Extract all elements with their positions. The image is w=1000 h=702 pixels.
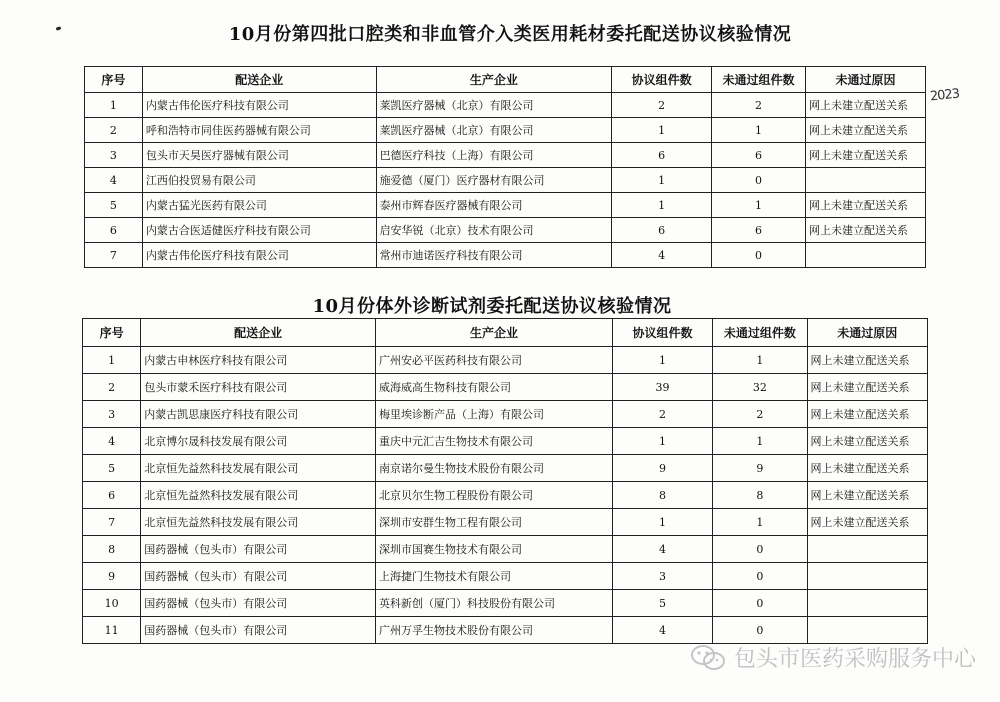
agreement-count: 4 (612, 243, 712, 268)
table-row (85, 118, 926, 143)
failed-count: 2 (712, 93, 806, 118)
row-index: 2 (85, 118, 143, 143)
row-index: 4 (85, 168, 143, 193)
agreement-count: 3 (612, 563, 712, 590)
manufacturer-name: 深圳市国赛生物技术有限公司 (376, 536, 613, 563)
table-row (85, 243, 926, 268)
table-row (85, 193, 926, 218)
manufacturer-name: 英科新创（厦门）科技股份有限公司 (376, 590, 613, 617)
header-agreement-count: 协议组件数 (612, 319, 712, 347)
distributor-name: 国药器械（包头市）有限公司 (141, 617, 376, 644)
fail-reason: 网上未建立配送关系 (807, 428, 927, 455)
table-row (83, 401, 928, 428)
agreement-count: 4 (612, 617, 712, 644)
header-distributor: 配送企业 (141, 319, 376, 347)
distributor-name: 北京恒先益然科技发展有限公司 (141, 455, 376, 482)
table1-title: 10月份第四批口腔类和非血管介入类医用耗材委托配送协议核验情况 (228, 24, 792, 45)
manufacturer-name: 常州市迪诺医疗科技有限公司 (376, 243, 612, 268)
failed-count: 0 (713, 536, 807, 563)
failed-count: 8 (713, 482, 807, 509)
row-index: 7 (85, 243, 143, 268)
distributor-name: 内蒙古伟伦医疗科技有限公司 (142, 93, 376, 118)
failed-count: 0 (713, 590, 807, 617)
fail-reason: 网上未建立配送关系 (806, 193, 926, 218)
table-row (83, 482, 928, 509)
distributor-name: 内蒙古猛光医药有限公司 (142, 193, 376, 218)
agreement-count: 5 (612, 590, 712, 617)
fail-reason: 网上未建立配送关系 (806, 143, 926, 168)
failed-count: 6 (712, 143, 806, 168)
manufacturer-name: 上海捷门生物技术有限公司 (376, 563, 613, 590)
agreement-count: 8 (612, 482, 712, 509)
agreement-count: 9 (612, 455, 712, 482)
table-row (83, 617, 928, 644)
header-failed-count: 未通过组件数 (712, 67, 806, 93)
table-row (83, 374, 928, 401)
table-row (85, 218, 926, 243)
handwritten-note: 2023 (929, 86, 960, 105)
row-index: 7 (83, 509, 141, 536)
agreement-count: 1 (612, 509, 712, 536)
distributor-name: 内蒙古伟伦医疗科技有限公司 (142, 243, 376, 268)
agreement-count: 1 (612, 428, 712, 455)
table2-title: 10月份体外诊断试剂委托配送协议核验情况 (312, 296, 672, 317)
fail-reason (806, 168, 926, 193)
row-index: 9 (83, 563, 141, 590)
agreement-count: 1 (612, 193, 712, 218)
distributor-name: 包头市天昊医疗器械有限公司 (142, 143, 376, 168)
fail-reason: 网上未建立配送关系 (807, 374, 927, 401)
failed-count: 0 (712, 243, 806, 268)
manufacturer-name: 梅里埃诊断产品（上海）有限公司 (376, 401, 613, 428)
row-index: 11 (83, 617, 141, 644)
agreement-count: 1 (612, 168, 712, 193)
header-manufacturer: 生产企业 (376, 67, 612, 93)
manufacturer-name: 巴德医疗科技（上海）有限公司 (376, 143, 612, 168)
distributor-name: 国药器械（包头市）有限公司 (141, 590, 376, 617)
header-fail-reason: 未通过原因 (807, 319, 927, 347)
manufacturer-name: 重庆中元汇吉生物技术有限公司 (376, 428, 613, 455)
row-index: 8 (83, 536, 141, 563)
failed-count: 1 (713, 347, 807, 374)
wechat-icon (690, 644, 726, 672)
failed-count: 1 (712, 193, 806, 218)
manufacturer-name: 广州万孚生物技术股份有限公司 (376, 617, 613, 644)
failed-count: 6 (712, 218, 806, 243)
row-index: 1 (85, 93, 143, 118)
table-row (85, 168, 926, 193)
manufacturer-name: 施爱德（厦门）医疗器材有限公司 (376, 168, 612, 193)
table-row (85, 143, 926, 168)
row-index: 5 (85, 193, 143, 218)
distributor-name: 国药器械（包头市）有限公司 (141, 563, 376, 590)
fail-reason (807, 590, 927, 617)
row-index: 2 (83, 374, 141, 401)
header-index: 序号 (85, 67, 143, 93)
table1 (84, 66, 926, 268)
distributor-name: 包头市蒙禾医疗科技有限公司 (141, 374, 376, 401)
manufacturer-name: 南京诺尔曼生物技术股份有限公司 (376, 455, 613, 482)
row-index: 10 (83, 590, 141, 617)
distributor-name: 北京恒先益然科技发展有限公司 (141, 509, 376, 536)
manufacturer-name: 启安华锐（北京）技术有限公司 (376, 218, 612, 243)
table2-header-row (83, 319, 928, 347)
distributor-name: 江西伯投贸易有限公司 (142, 168, 376, 193)
watermark-text: 包头市医药采购服务中心 (734, 647, 977, 672)
distributor-name: 国药器械（包头市）有限公司 (141, 536, 376, 563)
header-distributor: 配送企业 (142, 67, 376, 93)
agreement-count: 2 (612, 401, 712, 428)
fail-reason (807, 617, 927, 644)
agreement-count: 1 (612, 347, 712, 374)
table-row (83, 428, 928, 455)
row-index: 3 (85, 143, 143, 168)
header-fail-reason: 未通过原因 (806, 67, 926, 93)
fail-reason: 网上未建立配送关系 (807, 482, 927, 509)
header-failed-count: 未通过组件数 (713, 319, 807, 347)
fail-reason: 网上未建立配送关系 (807, 401, 927, 428)
table-row (83, 455, 928, 482)
row-index: 6 (85, 218, 143, 243)
row-index: 4 (83, 428, 141, 455)
fail-reason (806, 243, 926, 268)
distributor-name: 北京博尔晟科技发展有限公司 (141, 428, 376, 455)
manufacturer-name: 泰州市辉春医疗器械有限公司 (376, 193, 612, 218)
header-manufacturer: 生产企业 (376, 319, 613, 347)
failed-count: 0 (713, 617, 807, 644)
header-index: 序号 (83, 319, 141, 347)
distributor-name: 内蒙古合医适健医疗科技有限公司 (142, 218, 376, 243)
agreement-count: 39 (612, 374, 712, 401)
failed-count: 0 (713, 563, 807, 590)
fail-reason: 网上未建立配送关系 (807, 347, 927, 374)
failed-count: 9 (713, 455, 807, 482)
agreement-count: 6 (612, 143, 712, 168)
fail-reason (807, 536, 927, 563)
table-row (83, 509, 928, 536)
agreement-count: 6 (612, 218, 712, 243)
agreement-count: 1 (612, 118, 712, 143)
distributor-name: 内蒙古申林医疗科技有限公司 (141, 347, 376, 374)
header-agreement-count: 协议组件数 (612, 67, 712, 93)
table-row (83, 536, 928, 563)
manufacturer-name: 莱凯医疗器械（北京）有限公司 (376, 118, 612, 143)
failed-count: 1 (713, 428, 807, 455)
row-index: 5 (83, 455, 141, 482)
failed-count: 1 (713, 509, 807, 536)
failed-count: 1 (712, 118, 806, 143)
table-row (85, 93, 926, 118)
fail-reason: 网上未建立配送关系 (807, 509, 927, 536)
table1-header-row (85, 67, 926, 93)
failed-count: 0 (712, 168, 806, 193)
manufacturer-name: 广州安必平医药科技有限公司 (376, 347, 613, 374)
fail-reason: 网上未建立配送关系 (807, 455, 927, 482)
table-row (83, 590, 928, 617)
row-index: 6 (83, 482, 141, 509)
distributor-name: 内蒙古凯思康医疗科技有限公司 (141, 401, 376, 428)
manufacturer-name: 深圳市安群生物工程有限公司 (376, 509, 613, 536)
fail-reason: 网上未建立配送关系 (806, 118, 926, 143)
fail-reason: 网上未建立配送关系 (806, 93, 926, 118)
row-index: 3 (83, 401, 141, 428)
watermark (690, 642, 976, 673)
manufacturer-name: 威海威高生物科技有限公司 (376, 374, 613, 401)
table-row (83, 347, 928, 374)
agreement-count: 4 (612, 536, 712, 563)
table2 (82, 318, 928, 644)
table-row (83, 563, 928, 590)
failed-count: 32 (713, 374, 807, 401)
fail-reason: 网上未建立配送关系 (806, 218, 926, 243)
row-index: 1 (83, 347, 141, 374)
distributor-name: 北京恒先益然科技发展有限公司 (141, 482, 376, 509)
manufacturer-name: 北京贝尔生物工程股份有限公司 (376, 482, 613, 509)
agreement-count: 2 (612, 93, 712, 118)
fail-reason (807, 563, 927, 590)
manufacturer-name: 莱凯医疗器械（北京）有限公司 (376, 93, 612, 118)
failed-count: 2 (713, 401, 807, 428)
distributor-name: 呼和浩特市同佳医药器械有限公司 (142, 118, 376, 143)
